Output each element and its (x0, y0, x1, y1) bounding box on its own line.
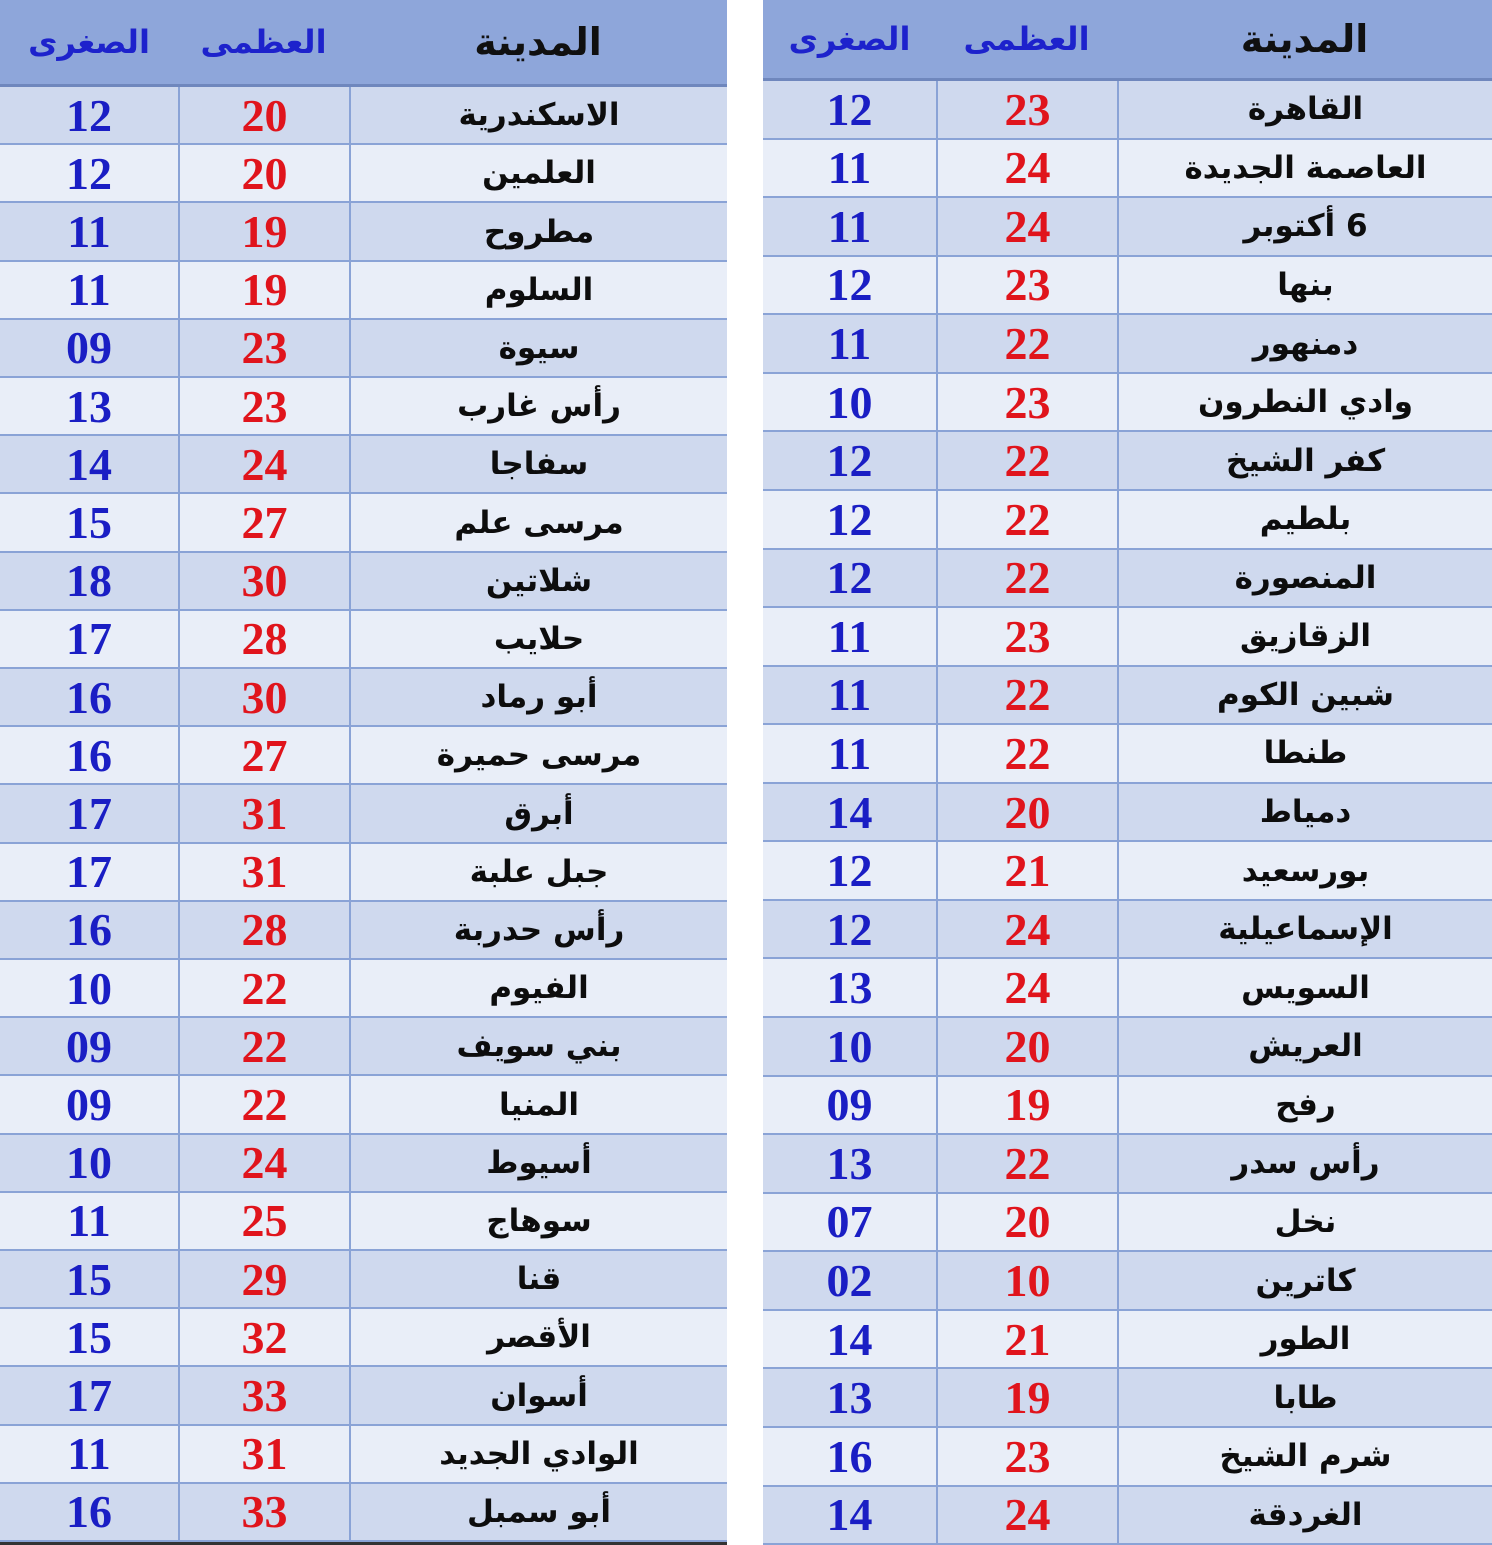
city-cell: أسيوط (349, 1135, 727, 1191)
table-row (0, 1309, 727, 1367)
city-cell: العلمين (349, 145, 727, 201)
city-cell: بني سويف (349, 1018, 727, 1074)
table-row (763, 842, 1492, 901)
min-temp-cell: 14 (826, 1489, 873, 1541)
min-temp-cell: 09 (66, 1020, 112, 1072)
max-temp-cell: 22 (936, 315, 1117, 372)
table-row (763, 1252, 1492, 1311)
city-cell: السلوم (349, 262, 727, 318)
table-row (763, 784, 1492, 843)
max-temp-cell: 22 (936, 1135, 1117, 1192)
min-temp-cell: 07 (826, 1196, 873, 1248)
city-cell: كاترين (1117, 1252, 1492, 1309)
table-row (763, 140, 1492, 199)
min-temp-cell: 13 (826, 1372, 873, 1424)
table-row (0, 320, 727, 378)
max-temp-cell: 19 (936, 1369, 1117, 1426)
city-cell: أبو سمبل (349, 1484, 727, 1540)
table-row (763, 315, 1492, 374)
max-temp-cell: 31 (178, 785, 349, 841)
city-cell: أبو رماد (349, 669, 727, 725)
min-temp-cell: 11 (67, 1195, 111, 1247)
max-temp-cell: 23 (178, 378, 349, 434)
min-temp-cell: 12 (826, 903, 873, 955)
min-temp-cell: 11 (67, 206, 111, 257)
city-cell: شرم الشيخ (1117, 1428, 1492, 1485)
max-temp-cell: 25 (178, 1193, 349, 1249)
min-temp-cell: 09 (66, 322, 112, 374)
min-temp-cell: 11 (827, 669, 872, 721)
table-row (763, 550, 1492, 609)
min-temp-cell: 17 (66, 846, 112, 898)
min-temp-cell: 16 (66, 904, 112, 956)
min-temp-cell: 16 (826, 1430, 873, 1482)
table-row (763, 1311, 1492, 1370)
city-cell: أسوان (349, 1367, 727, 1423)
max-temp-cell: 10 (936, 1252, 1117, 1309)
min-temp-cell: 12 (826, 845, 873, 897)
min-temp-cell: 13 (826, 962, 873, 1014)
table-header (0, 0, 727, 87)
city-cell: قنا (349, 1251, 727, 1307)
city-cell: سوهاج (349, 1193, 727, 1249)
max-temp-cell: 31 (178, 844, 349, 900)
city-cell: القاهرة (1117, 81, 1492, 138)
table-row (0, 727, 727, 785)
max-temp-cell: 23 (178, 320, 349, 376)
city-cell: حلايب (349, 611, 727, 667)
max-temp-cell: 20 (936, 1194, 1117, 1251)
max-temp-cell: 22 (178, 1076, 349, 1132)
max-temp-cell: 30 (178, 553, 349, 609)
city-cell: العاصمة الجديدة (1117, 140, 1492, 197)
city-cell: مطروح (349, 203, 727, 259)
table-row (0, 902, 727, 960)
max-temp-cell: 22 (936, 432, 1117, 489)
city-cell: الزقازيق (1117, 608, 1492, 665)
city-cell: المنيا (349, 1076, 727, 1132)
table-body (763, 81, 1492, 1545)
min-temp-cell: 10 (826, 376, 873, 428)
city-cell: سيوة (349, 320, 727, 376)
table-row (0, 1426, 727, 1484)
max-temp-cell: 21 (936, 842, 1117, 899)
min-temp-cell: 14 (66, 438, 112, 490)
city-cell: أبرق (349, 785, 727, 841)
min-temp-cell: 16 (66, 1486, 112, 1538)
table-header (763, 0, 1492, 81)
max-temp-cell: 19 (178, 203, 349, 259)
max-temp-cell: 24 (178, 436, 349, 492)
min-temp-cell: 16 (66, 671, 112, 723)
min-temp-cell: 13 (826, 1137, 873, 1189)
table-row (763, 1194, 1492, 1253)
max-temp-cell: 28 (178, 611, 349, 667)
city-cell: نخل (1117, 1194, 1492, 1251)
header-max: العظمى (963, 20, 1090, 58)
max-temp-cell: 33 (178, 1484, 349, 1540)
min-temp-cell: 11 (827, 610, 872, 662)
table-row (763, 1018, 1492, 1077)
city-cell: 6 أكتوبر (1117, 198, 1492, 255)
table-row (0, 1076, 727, 1134)
min-temp-cell: 12 (826, 259, 873, 311)
header-min: الصغرى (28, 23, 150, 61)
city-cell: مرسى علم (349, 494, 727, 550)
table-row (0, 1193, 727, 1251)
city-cell: الغردقة (1117, 1487, 1492, 1544)
min-temp-cell: 16 (66, 729, 112, 781)
min-temp-cell: 15 (66, 1311, 112, 1363)
city-cell: مرسى حميرة (349, 727, 727, 783)
min-temp-cell: 18 (66, 555, 112, 607)
table-row (763, 1428, 1492, 1487)
min-temp-cell: 09 (66, 1079, 112, 1131)
table-row (0, 1018, 727, 1076)
max-temp-cell: 24 (936, 1487, 1117, 1544)
city-cell: الإسماعيلية (1117, 901, 1492, 958)
city-cell: دمياط (1117, 784, 1492, 841)
min-temp-cell: 12 (826, 83, 873, 135)
city-cell: جبل علبة (349, 844, 727, 900)
min-temp-cell: 11 (827, 727, 872, 779)
table-row (0, 611, 727, 669)
header-city: المدينة (1240, 17, 1369, 61)
city-cell: وادي النطرون (1117, 374, 1492, 431)
table-row (763, 725, 1492, 784)
table-row (0, 1484, 727, 1542)
city-cell: طابا (1117, 1369, 1492, 1426)
city-cell: شبين الكوم (1117, 667, 1492, 724)
min-temp-cell: 10 (66, 962, 112, 1014)
min-temp-cell: 17 (66, 1370, 112, 1422)
table-row (763, 491, 1492, 550)
table-row (0, 960, 727, 1018)
table-row (763, 901, 1492, 960)
max-temp-cell: 30 (178, 669, 349, 725)
table-row (763, 81, 1492, 140)
right-temperature-table (763, 0, 1492, 1545)
table-row (0, 1367, 727, 1425)
max-temp-cell: 22 (936, 725, 1117, 782)
min-temp-cell: 11 (827, 142, 872, 194)
table-row (0, 203, 727, 261)
max-temp-cell: 22 (178, 960, 349, 1016)
min-temp-cell: 17 (66, 788, 112, 840)
max-temp-cell: 20 (936, 1018, 1117, 1075)
city-cell: العريش (1117, 1018, 1492, 1075)
left-temperature-table (0, 0, 727, 1545)
city-cell: المنصورة (1117, 550, 1492, 607)
max-temp-cell: 23 (936, 374, 1117, 431)
city-cell: السويس (1117, 959, 1492, 1016)
min-temp-cell: 02 (826, 1255, 873, 1307)
max-temp-cell: 22 (936, 491, 1117, 548)
min-temp-cell: 14 (826, 786, 873, 838)
table-row (763, 1135, 1492, 1194)
table-row (763, 432, 1492, 491)
city-cell: الوادي الجديد (349, 1426, 727, 1482)
min-temp-cell: 11 (67, 1428, 111, 1480)
table-row (763, 608, 1492, 667)
header-max: العظمى (200, 23, 327, 61)
max-temp-cell: 23 (936, 608, 1117, 665)
table-row (763, 667, 1492, 726)
city-cell: الاسكندرية (349, 87, 727, 143)
max-temp-cell: 24 (936, 959, 1117, 1016)
max-temp-cell: 31 (178, 1426, 349, 1482)
table-row (763, 257, 1492, 316)
min-temp-cell: 14 (826, 1313, 873, 1365)
min-temp-cell: 11 (827, 318, 872, 370)
min-temp-cell: 12 (66, 147, 112, 199)
table-row (763, 198, 1492, 257)
city-cell: كفر الشيخ (1117, 432, 1492, 489)
table-row (0, 1251, 727, 1309)
min-temp-cell: 15 (66, 1253, 112, 1305)
table-row (0, 553, 727, 611)
table-row (0, 494, 727, 552)
city-cell: شلاتين (349, 553, 727, 609)
max-temp-cell: 24 (936, 901, 1117, 958)
max-temp-cell: 23 (936, 257, 1117, 314)
city-cell: بلطيم (1117, 491, 1492, 548)
table-row (0, 669, 727, 727)
table-body (0, 87, 727, 1545)
table-row (763, 1077, 1492, 1136)
table-row (0, 436, 727, 494)
max-temp-cell: 33 (178, 1367, 349, 1423)
min-temp-cell: 11 (67, 264, 111, 316)
min-temp-cell: 13 (66, 380, 112, 432)
max-temp-cell: 20 (178, 145, 349, 201)
table-row (0, 785, 727, 843)
min-temp-cell: 12 (826, 552, 873, 604)
max-temp-cell: 20 (936, 784, 1117, 841)
max-temp-cell: 24 (178, 1135, 349, 1191)
table-row (0, 1135, 727, 1193)
min-temp-cell: 15 (66, 497, 112, 549)
max-temp-cell: 23 (936, 1428, 1117, 1485)
city-cell: سفاجا (349, 436, 727, 492)
min-temp-cell: 17 (66, 613, 112, 665)
max-temp-cell: 22 (178, 1018, 349, 1074)
max-temp-cell: 19 (936, 1077, 1117, 1134)
city-cell: رفح (1117, 1077, 1492, 1134)
table-row (0, 145, 727, 203)
max-temp-cell: 22 (936, 550, 1117, 607)
table-row (0, 844, 727, 902)
max-temp-cell: 21 (936, 1311, 1117, 1368)
table-row (0, 87, 727, 145)
table-row (763, 374, 1492, 433)
table-row (763, 959, 1492, 1018)
min-temp-cell: 12 (66, 89, 112, 141)
table-row (763, 1487, 1492, 1545)
max-temp-cell: 19 (178, 262, 349, 318)
max-temp-cell: 23 (936, 81, 1117, 138)
city-cell: طنطا (1117, 725, 1492, 782)
min-temp-cell: 10 (826, 1020, 873, 1072)
city-cell: الأقصر (349, 1309, 727, 1365)
max-temp-cell: 32 (178, 1309, 349, 1365)
min-temp-cell: 09 (826, 1079, 873, 1131)
city-cell: الطور (1117, 1311, 1492, 1368)
table-row (763, 1369, 1492, 1428)
max-temp-cell: 27 (178, 727, 349, 783)
table-row (0, 262, 727, 320)
header-city: المدينة (474, 20, 602, 64)
max-temp-cell: 24 (936, 140, 1117, 197)
city-cell: بورسعيد (1117, 842, 1492, 899)
max-temp-cell: 28 (178, 902, 349, 958)
city-cell: رأس غارب (349, 378, 727, 434)
header-min: الصغرى (788, 20, 911, 58)
city-cell: الفيوم (349, 960, 727, 1016)
table-row (0, 378, 727, 436)
max-temp-cell: 24 (936, 198, 1117, 255)
min-temp-cell: 12 (826, 435, 873, 487)
city-cell: بنها (1117, 257, 1492, 314)
min-temp-cell: 12 (826, 493, 873, 545)
max-temp-cell: 29 (178, 1251, 349, 1307)
city-cell: دمنهور (1117, 315, 1492, 372)
max-temp-cell: 27 (178, 494, 349, 550)
min-temp-cell: 11 (827, 200, 872, 252)
min-temp-cell: 10 (66, 1137, 112, 1189)
city-cell: رأس حدربة (349, 902, 727, 958)
max-temp-cell: 22 (936, 667, 1117, 724)
max-temp-cell: 20 (178, 87, 349, 143)
city-cell: رأس سدر (1117, 1135, 1492, 1192)
